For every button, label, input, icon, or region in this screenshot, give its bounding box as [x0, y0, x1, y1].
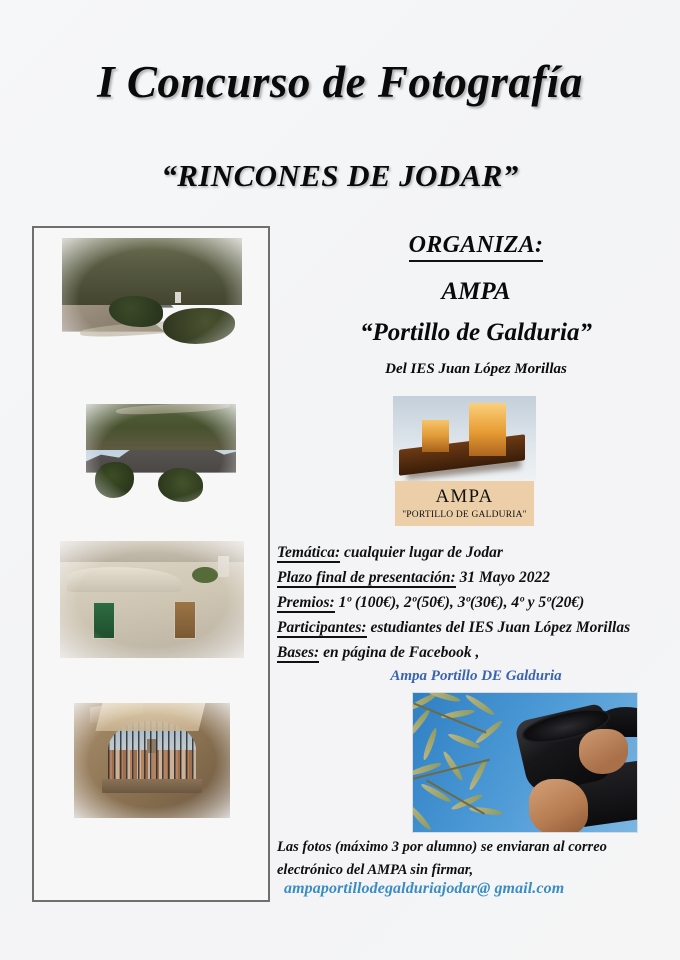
contact-email-link[interactable]: ampaportillodegalduriajodar@ gmail.com — [284, 880, 565, 897]
castle-icon — [393, 396, 536, 481]
submission-line-1: Las fotos (máximo 3 por alumno) se enviaran al correo — [277, 839, 607, 855]
organizer-block — [276, 226, 676, 378]
ampa-logo-title: AMPA — [435, 486, 494, 508]
detail-value: 1º (100€), 2º(50€), 3º(30€), 4º y 5º(20€) — [334, 594, 585, 611]
photographer-hand-upper — [579, 729, 628, 773]
detail-row-premios — [277, 590, 675, 615]
sierra-photo — [86, 404, 236, 508]
detail-label: Temática: — [277, 544, 341, 561]
olive-branches — [412, 692, 538, 833]
cave-houses-photo — [60, 541, 244, 658]
organizer-quoted-name: “Portillo de Galduria” — [360, 319, 592, 346]
school-line: Del IES Juan López Morillas — [385, 361, 567, 377]
detail-label: Premios: — [277, 594, 335, 611]
detail-value: 31 Mayo 2022 — [455, 569, 550, 586]
detail-label: Plazo final de presentación: — [277, 569, 456, 586]
detail-row-participantes — [277, 615, 675, 640]
ampa-logo-banner — [395, 481, 534, 526]
contest-details-list — [277, 540, 675, 665]
submission-line-2: electrónico del AMPA sin firmar, — [277, 862, 474, 878]
photographer-photo — [412, 692, 638, 833]
organiza-label: ORGANIZA: — [409, 232, 544, 262]
organiza-heading — [276, 232, 676, 259]
contest-theme-title: “RINCONES DE JODAR” — [161, 158, 519, 193]
detail-label: Participantes: — [277, 619, 367, 636]
detail-row-bases — [277, 640, 675, 665]
ampa-logo — [393, 396, 536, 526]
photographer-hand-lower — [529, 779, 587, 833]
detail-value: en página de Facebook , — [319, 644, 480, 661]
detail-value: cualquier lugar de Jodar — [340, 544, 503, 561]
organizer-name: AMPA — [441, 278, 511, 305]
ampa-logo-subtitle: "PORTILLO DE GALDURIA" — [402, 509, 527, 520]
detail-value: estudiantes del IES Juan López Morillas — [366, 619, 631, 636]
page-title: I Concurso de Fotografía — [97, 57, 583, 107]
submission-instructions — [277, 836, 675, 882]
facebook-page-link[interactable]: Ampa Portillo DE Galduria — [390, 668, 562, 684]
detail-row-plazo — [277, 565, 675, 590]
detail-label: Bases: — [277, 644, 320, 661]
hillside-valley-photo — [62, 238, 242, 358]
stone-arch-photo — [74, 703, 230, 818]
detail-row-tematica — [277, 540, 675, 565]
